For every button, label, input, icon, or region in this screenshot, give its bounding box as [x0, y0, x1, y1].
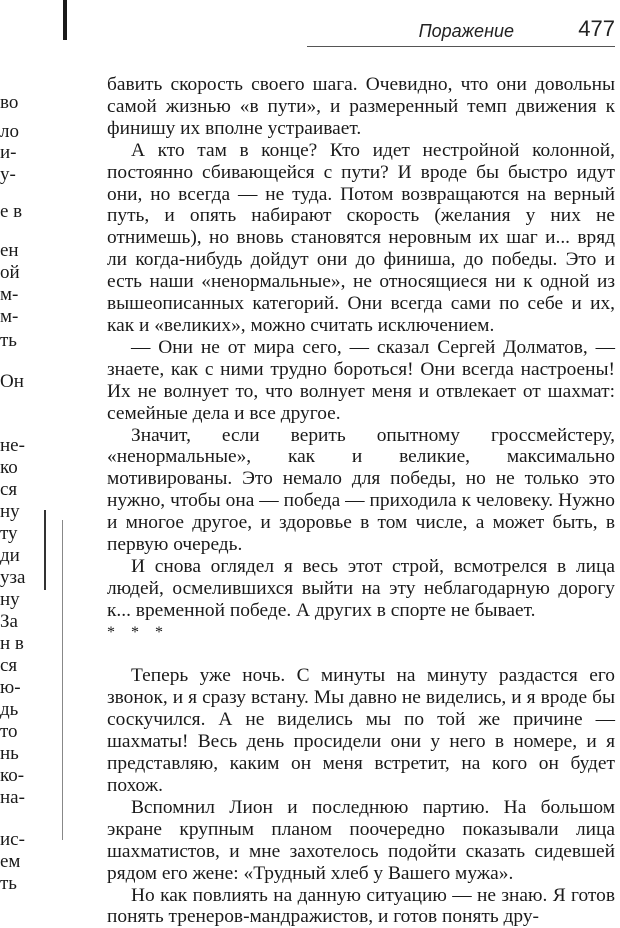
paragraph: А кто там в конце? Кто идет нестройной колонной, постоянно сбивающейся с пути? И вроде бы быстро идут они, но всегда — не туда. Потом возвращаются на верный путь, и опять набирают скорость (желания у них не отнимешь), но вновь становятся неровным их шаг и... вряд ли когда-нибудь дойдут они до финиша, до победы. Это и есть наши «ненормальные», не относящиеся ни к одной из вышеописанных категорий. Они всегда сами по себе и их, как и «великих», можно считать исключением. — [107, 139, 615, 336]
bleed-fragment: ту — [0, 523, 18, 544]
bleed-fragment: и- — [0, 142, 17, 163]
bleed-fragment: ен — [0, 240, 19, 261]
section-gap — [107, 644, 615, 666]
bleed-fragment: За — [0, 611, 18, 632]
bleed-fragment: не- — [0, 435, 25, 456]
bleed-fragment: ко — [0, 457, 18, 478]
bleed-fragment: ну — [0, 501, 20, 522]
bleed-fragment: уза — [0, 567, 26, 588]
bleed-fragment: ди — [0, 545, 20, 566]
bleed-fragment: ть — [0, 873, 17, 894]
paragraph: Теперь уже ночь. С минуты на минуту раздастся его звонок, и я сразу встану. Мы давно не виделись, и я вроде бы соскучился. А не виделись мы по той же причине — шахматы! Весь день просидели они у него в номере, и я представляю, каким он меня встретит, на кого он будет похож. — [107, 665, 615, 796]
bleed-fragment: ой — [0, 262, 20, 283]
bleed-fragment: дь — [0, 699, 19, 720]
paragraph: И снова оглядел я весь этот строй, всмотрелся в лица людей, осмелившихся выйти на эту неблагодарную дорогу к... временной победе. А других в спорте не бывает. — [107, 555, 615, 621]
paragraph: бавить скорость своего шага. Очевидно, что они довольны самой жизнью «в пути», и размеренный темп движения к финишу их вполне устраивает. — [107, 74, 615, 139]
bleed-fragment: ну — [0, 589, 20, 610]
bleed-fragment: у- — [0, 164, 16, 185]
bleed-fragment: ем — [0, 851, 21, 872]
running-title: Поражение — [418, 21, 514, 41]
bleed-fragment: м- — [0, 306, 19, 327]
body-text — [107, 74, 615, 928]
paragraph: — Они не от мира сего, — сказал Сергей Долматов, — знаете, как с ними трудно бороться! Они всегда настроены! Их не волнует то, что волнует меня и отвлекает от шахмат: семейные дела и все другое. — [107, 336, 615, 424]
bleed-fragment: ю- — [0, 677, 21, 698]
bleed-fragment: ло — [0, 121, 19, 142]
bleed-fragment: н в — [0, 633, 24, 654]
bleed-fragment: во — [0, 92, 19, 113]
bleed-fragment: ис- — [0, 829, 25, 850]
bleed-fragment: е в — [0, 201, 23, 222]
paragraph: Но как повлиять на данную ситуацию — не знаю. Я готов понять тренеров-мандражистов, и готов понять дру- — [107, 884, 615, 928]
paragraph: Значит, если верить опытному гроссмейстеру, «ненормальные», как и великие, максимально мотивированы. Это немало для победы, но не только это нужно, чтобы она — победа — приходила к человеку. Нужно и многое другое, и здоровье в том числе, а может быть, в первую очередь. — [107, 424, 615, 556]
top-edge-mark — [63, 0, 67, 40]
bleed-fragment: м- — [0, 284, 19, 305]
bleed-fragment: то — [0, 721, 18, 742]
header-rule — [307, 46, 615, 47]
gutter-line — [62, 520, 63, 840]
gutter-mark — [44, 510, 46, 590]
bleed-fragment: ко- — [0, 765, 25, 786]
bleed-fragment: ся — [0, 479, 18, 500]
bleed-fragment: нь — [0, 743, 19, 764]
bleed-fragment: на- — [0, 787, 25, 808]
section-separator: * * * — [107, 623, 169, 641]
bleed-fragment: ся — [0, 655, 18, 676]
page-number: 477 — [578, 16, 615, 41]
paragraph: Вспомнил Лион и последнюю партию. На большом экране крупным планом поочередно показывали лица шахматистов, и мне захотелось подойти сказать сидевшей рядом его жене: «Трудный хлеб у Вашего мужа». — [107, 796, 615, 884]
bleed-fragment: ть — [0, 330, 17, 351]
bleed-fragment: Он — [0, 371, 24, 392]
